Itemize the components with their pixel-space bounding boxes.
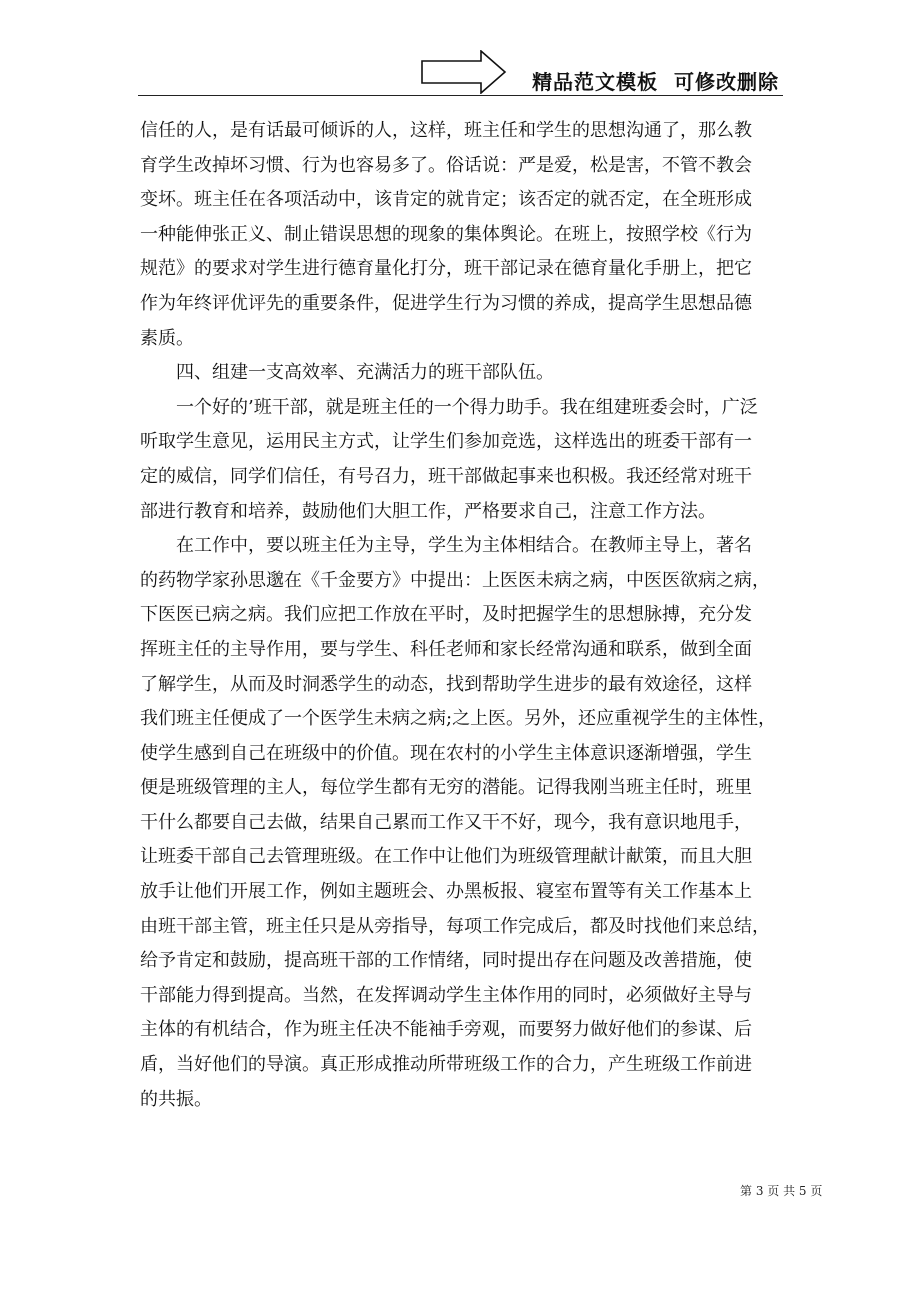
- text-line: 由班干部主管，班主任只是从旁指导，每项工作完成后，都及时找他们来总结，: [140, 915, 770, 937]
- text-line: 干部能力得到提高。当然，在发挥调动学生主体作用的同时，必须做好主导与: [140, 984, 752, 1006]
- text-line: 育学生改掉坏习惯、行为也容易多了。俗话说：严是爱，松是害，不管不教会: [140, 154, 752, 176]
- text-line: 素质。: [140, 327, 194, 349]
- text-line: 规范》的要求对学生进行德育量化打分，班干部记录在德育量化手册上，把它: [140, 258, 752, 280]
- page-number: 第 3 页 共 5 页: [740, 1184, 823, 1198]
- right-arrow-icon: [421, 50, 507, 94]
- text-line: 变坏。班主任在各项活动中，该肯定的就肯定；该否定的就否定，在全班形成: [140, 189, 752, 211]
- text-line: 干什么都要自己去做，结果自己累而工作又干不好，现今，我有意识地甩手，: [140, 811, 752, 833]
- text-line: 给予肯定和鼓励，提高班干部的工作情绪，同时提出存在问题及改善措施，使: [140, 950, 752, 972]
- text-line: 的药物学家孙思邈在《千金要方》中提出：上医医未病之病，中医医欲病之病，: [140, 569, 770, 591]
- page-header: [138, 50, 783, 96]
- header-divider: [138, 95, 783, 96]
- document-body: [140, 114, 790, 1117]
- section-heading: 四、组建一支高效率、充满活力的班干部队伍。: [176, 362, 554, 384]
- text-line: 部进行教育和培养，鼓励他们大胆工作，严格要求自己，注意工作方法。: [140, 500, 716, 522]
- header-title: 精品范文模板 可修改删除: [532, 70, 779, 94]
- text-line: 主体的有机结合，作为班主任决不能袖手旁观，而要努力做好他们的参谋、后: [140, 1019, 752, 1041]
- text-line: 了解学生，从而及时洞悉学生的动态，找到帮助学生进步的最有效途径，这样: [140, 673, 752, 695]
- text-line: 我们班主任便成了一个医学生未病之病;之上医。另外，还应重视学生的主体性，: [140, 708, 777, 730]
- text-line: 下医医已病之病。我们应把工作放在平时，及时把握学生的思想脉搏，充分发: [140, 604, 752, 626]
- text-line: 在工作中，要以班主任为主导，学生为主体相结合。在教师主导上，著名: [176, 535, 752, 557]
- text-line: 一种能伸张正义、制止错误思想的现象的集体舆论。在班上，按照学校《行为: [140, 223, 752, 245]
- text-line: 一个好的’班干部，就是班主任的一个得力助手。我在组建班委会时，广泛: [176, 396, 758, 418]
- text-line: 的共振。: [140, 1088, 212, 1110]
- text-line: 让班委干部自己去管理班级。在工作中让他们为班级管理献计献策，而且大胆: [140, 846, 752, 868]
- text-line: 信任的人，是有话最可倾诉的人，这样，班主任和学生的思想沟通了，那么教: [140, 120, 752, 141]
- text-line: 盾，当好他们的导演。真正形成推动所带班级工作的合力，产生班级工作前进: [140, 1054, 752, 1076]
- text-line: 挥班主任的主导作用，要与学生、科任老师和家长经常沟通和联系，做到全面: [140, 638, 752, 660]
- text-line: 作为年终评优评先的重要条件，促进学生行为习惯的养成，提高学生思想品德: [140, 292, 752, 314]
- text-line: 定的威信，同学们信任，有号召力，班干部做起事来也积极。我还经常对班干: [140, 465, 752, 487]
- text-line: 听取学生意见，运用民主方式，让学生们参加竞选，这样选出的班委干部有一: [140, 431, 752, 453]
- text-line: 放手让他们开展工作，例如主题班会、办黑板报、寝室布置等有关工作基本上: [140, 881, 752, 903]
- text-line: 使学生感到自己在班级中的价值。现在农村的小学生主体意识逐渐增强，学生: [140, 742, 752, 764]
- text-line: 便是班级管理的主人，每位学生都有无穷的潜能。记得我刚当班主任时，班里: [140, 777, 752, 799]
